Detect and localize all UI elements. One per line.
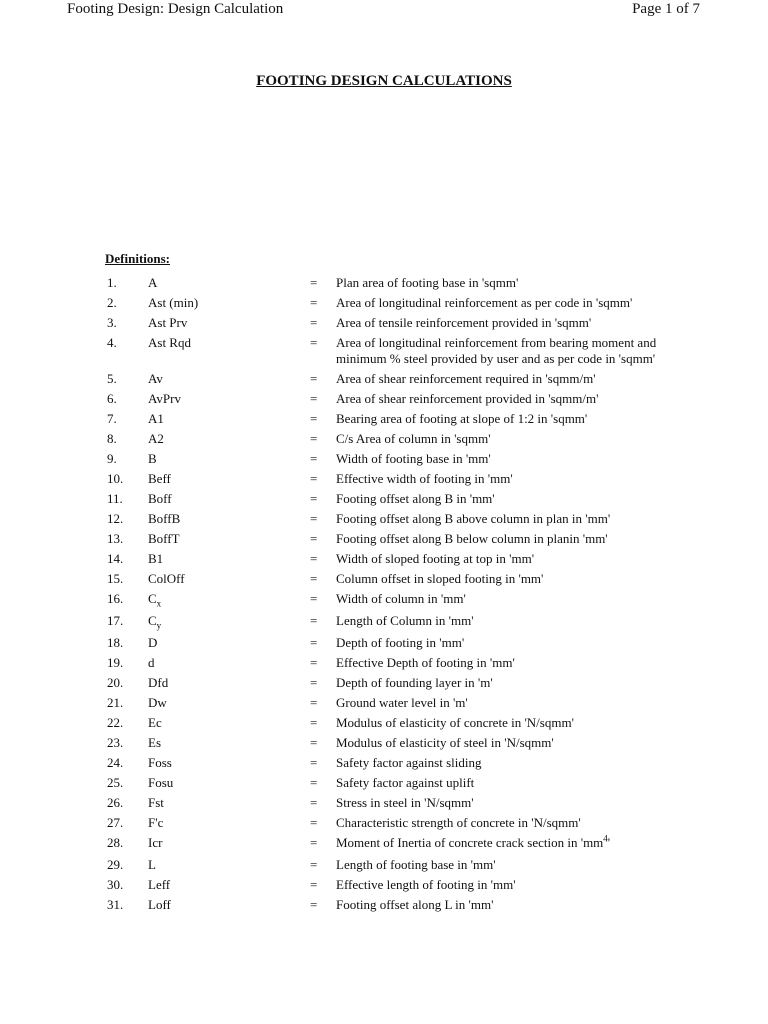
- symbol-text: L: [148, 857, 156, 872]
- description-text: Width of footing base in 'mm': [336, 451, 491, 466]
- definition-description: [336, 571, 676, 587]
- definition-row: [0, 613, 768, 635]
- definition-symbol: [148, 491, 172, 507]
- symbol-text: F'c: [148, 815, 164, 830]
- definition-symbol: [148, 613, 161, 629]
- equals-sign: =: [310, 315, 318, 330]
- description-text: Area of longitudinal reinforcement from bearing moment and minimum % steel provided by user and as per code in 'sqmm': [336, 335, 657, 366]
- definition-symbol: [148, 735, 161, 751]
- definition-row: [0, 655, 768, 675]
- symbol-text: Boff: [148, 491, 172, 506]
- definition-row: [0, 391, 768, 411]
- definition-row: [0, 795, 768, 815]
- equals-sign: =: [310, 815, 318, 830]
- definition-symbol: [148, 675, 168, 691]
- definition-row: [0, 551, 768, 571]
- definition-number: 18.: [107, 635, 124, 650]
- definition-description: [336, 335, 676, 367]
- definition-number: 24.: [107, 755, 124, 770]
- equals-sign: =: [310, 591, 318, 606]
- definition-number: 6.: [107, 391, 117, 406]
- definition-symbol: [148, 591, 161, 607]
- equals-sign: =: [310, 451, 318, 466]
- definition-row: [0, 695, 768, 715]
- description-text: Effective length of footing in 'mm': [336, 877, 516, 892]
- definition-row: [0, 735, 768, 755]
- definition-row: [0, 571, 768, 591]
- definition-symbol: [148, 877, 170, 893]
- definition-symbol: [148, 531, 180, 547]
- equals-sign: =: [310, 431, 318, 446]
- description-text: Safety factor against uplift: [336, 775, 475, 790]
- description-text: Footing offset along L in 'mm': [336, 897, 494, 912]
- equals-sign: =: [310, 531, 318, 546]
- definition-description: [336, 391, 676, 407]
- equals-sign: =: [310, 471, 318, 486]
- symbol-text: Es: [148, 735, 161, 750]
- equals-sign: =: [310, 835, 318, 850]
- definition-symbol: [148, 775, 173, 791]
- definition-description: [336, 755, 676, 771]
- definition-symbol: [148, 715, 162, 731]
- definition-row: [0, 755, 768, 775]
- definition-row: [0, 775, 768, 795]
- definition-symbol: [148, 371, 163, 387]
- description-text: Safety factor against sliding: [336, 755, 482, 770]
- symbol-text: ColOff: [148, 571, 185, 586]
- equals-sign: =: [310, 755, 318, 770]
- symbol-text: Leff: [148, 877, 171, 892]
- definition-row: [0, 295, 768, 315]
- symbol-text: Ast (min): [148, 295, 199, 310]
- definition-row: [0, 471, 768, 491]
- definition-symbol: [148, 511, 180, 527]
- description-text: Ground water level in 'm': [336, 695, 468, 710]
- definition-symbol: [148, 655, 155, 671]
- equals-sign: =: [310, 695, 318, 710]
- description-text: C/s Area of column in 'sqmm': [336, 431, 491, 446]
- equals-sign: =: [310, 715, 318, 730]
- definition-number: 22.: [107, 715, 124, 730]
- definition-row: [0, 431, 768, 451]
- definition-symbol: [148, 571, 185, 587]
- description-text: Depth of founding layer in 'm': [336, 675, 493, 690]
- definition-description: [336, 897, 676, 913]
- description-text: Characteristic strength of concrete in 'N/sqmm': [336, 815, 581, 830]
- definition-symbol: [148, 471, 171, 487]
- symbol-text: D: [148, 635, 158, 650]
- symbol-text: B: [148, 451, 157, 466]
- equals-sign: =: [310, 275, 318, 290]
- definition-number: 30.: [107, 877, 124, 892]
- symbol-text: Dfd: [148, 675, 169, 690]
- definition-number: 2.: [107, 295, 117, 310]
- description-text: Length of footing base in 'mm': [336, 857, 496, 872]
- definition-row: [0, 857, 768, 877]
- definition-symbol: [148, 335, 191, 351]
- definition-symbol: [148, 755, 172, 771]
- definition-symbol: [148, 695, 167, 711]
- definition-number: 16.: [107, 591, 124, 606]
- definition-symbol: [148, 315, 187, 331]
- definition-number: 27.: [107, 815, 124, 830]
- symbol-text: BoffB: [148, 511, 181, 526]
- symbol-text: A: [148, 275, 158, 290]
- definition-number: 21.: [107, 695, 124, 710]
- definition-description: [336, 315, 676, 331]
- equals-sign: =: [310, 491, 318, 506]
- definition-description: [336, 471, 676, 487]
- definition-number: 3.: [107, 315, 117, 330]
- description-text: Width of column in 'mm': [336, 591, 466, 606]
- symbol-text: A1: [148, 411, 164, 426]
- description-text: Moment of Inertia of concrete crack section in 'mm: [336, 835, 604, 850]
- definition-description: [336, 815, 676, 831]
- definition-symbol: [148, 815, 163, 831]
- definition-row: [0, 531, 768, 551]
- definition-number: 4.: [107, 335, 117, 350]
- symbol-text: Dw: [148, 695, 167, 710]
- description-text: Area of shear reinforcement required in 'sqmm/m': [336, 371, 596, 386]
- description-text: Area of shear reinforcement provided in 'sqmm/m': [336, 391, 599, 406]
- definition-description: [336, 275, 676, 291]
- definition-description: [336, 613, 676, 629]
- definition-number: 14.: [107, 551, 124, 566]
- definition-row: [0, 511, 768, 531]
- definition-number: 12.: [107, 511, 124, 526]
- definition-number: 13.: [107, 531, 124, 546]
- symbol-text: Fosu: [148, 775, 174, 790]
- definition-symbol: [148, 431, 164, 447]
- document-title: FOOTING DESIGN CALCULATIONS: [256, 73, 512, 89]
- definition-description: [336, 775, 676, 791]
- description-text: Depth of footing in 'mm': [336, 635, 465, 650]
- definition-row: [0, 715, 768, 735]
- description-text: Footing offset along B in 'mm': [336, 491, 495, 506]
- definition-number: 9.: [107, 451, 117, 466]
- equals-sign: =: [310, 335, 318, 350]
- page-number: Page 1 of 7: [632, 1, 700, 17]
- symbol-text: C: [148, 613, 157, 628]
- definition-row: [0, 675, 768, 695]
- symbol-text: Ec: [148, 715, 162, 730]
- definition-symbol: [148, 857, 156, 873]
- definition-description: [336, 655, 676, 671]
- equals-sign: =: [310, 897, 318, 912]
- equals-sign: =: [310, 511, 318, 526]
- definition-row: [0, 371, 768, 391]
- definition-row: [0, 335, 768, 371]
- symbol-text: B1: [148, 551, 164, 566]
- definition-symbol: [148, 295, 198, 311]
- equals-sign: =: [310, 411, 318, 426]
- definition-row: [0, 411, 768, 431]
- definition-description: [336, 531, 676, 547]
- definition-row: [0, 451, 768, 471]
- definition-symbol: [148, 391, 181, 407]
- symbol-text: Ast Prv: [148, 315, 188, 330]
- symbol-text: Beff: [148, 471, 171, 486]
- definition-row: [0, 591, 768, 613]
- header-left-text: Footing Design: Design Calculation: [67, 1, 284, 17]
- definition-description: [336, 795, 676, 811]
- definition-description: [336, 715, 676, 731]
- description-text: Modulus of elasticity of concrete in 'N/sqmm': [336, 715, 574, 730]
- definition-row: [0, 835, 768, 857]
- description-text: Effective Depth of footing in 'mm': [336, 655, 515, 670]
- definition-number: 11.: [107, 491, 123, 506]
- equals-sign: =: [310, 795, 318, 810]
- definition-number: 20.: [107, 675, 124, 690]
- equals-sign: =: [310, 571, 318, 586]
- equals-sign: =: [310, 295, 318, 310]
- definition-description: [336, 877, 676, 893]
- equals-sign: =: [310, 551, 318, 566]
- symbol-subscript: y: [156, 620, 162, 631]
- description-tail: ': [607, 835, 611, 850]
- equals-sign: =: [310, 735, 318, 750]
- definition-description: [336, 295, 676, 311]
- definitions-list: [0, 275, 768, 917]
- definition-row: [0, 275, 768, 295]
- description-text: Effective width of footing in 'mm': [336, 471, 513, 486]
- equals-sign: =: [310, 675, 318, 690]
- definition-number: 17.: [107, 613, 124, 628]
- definition-row: [0, 315, 768, 335]
- definition-description: [336, 511, 676, 527]
- description-text: Length of Column in 'mm': [336, 613, 474, 628]
- description-text: Area of tensile reinforcement provided in 'sqmm': [336, 315, 592, 330]
- symbol-text: BoffT: [148, 531, 180, 546]
- symbol-text: Ast Rqd: [148, 335, 191, 350]
- definition-description: [336, 635, 676, 651]
- definition-description: [336, 491, 676, 507]
- equals-sign: =: [310, 857, 318, 872]
- definition-row: [0, 877, 768, 897]
- definition-symbol: [148, 275, 157, 291]
- definition-description: [336, 735, 676, 751]
- definition-symbol: [148, 451, 157, 467]
- definition-description: [336, 835, 676, 851]
- definition-description: [336, 675, 676, 691]
- equals-sign: =: [310, 391, 318, 406]
- symbol-text: A2: [148, 431, 164, 446]
- symbol-text: Foss: [148, 755, 172, 770]
- description-superscript: 4: [603, 833, 608, 844]
- definition-description: [336, 371, 676, 387]
- definition-description: [336, 695, 676, 711]
- definition-row: [0, 815, 768, 835]
- description-text: Plan area of footing base in 'sqmm': [336, 275, 519, 290]
- definition-description: [336, 591, 676, 607]
- definition-row: [0, 897, 768, 917]
- equals-sign: =: [310, 371, 318, 386]
- description-text: Stress in steel in 'N/sqmm': [336, 795, 474, 810]
- equals-sign: =: [310, 635, 318, 650]
- definition-number: 1.: [107, 275, 117, 290]
- symbol-text: Fst: [148, 795, 164, 810]
- definition-description: [336, 411, 676, 427]
- description-text: Width of sloped footing at top in 'mm': [336, 551, 535, 566]
- equals-sign: =: [310, 655, 318, 670]
- definition-number: 28.: [107, 835, 124, 850]
- symbol-text: Av: [148, 371, 163, 386]
- definition-number: 10.: [107, 471, 124, 486]
- definition-description: [336, 451, 676, 467]
- definition-number: 7.: [107, 411, 117, 426]
- definition-symbol: [148, 411, 164, 427]
- definition-description: [336, 551, 676, 567]
- definition-number: 26.: [107, 795, 124, 810]
- definition-symbol: [148, 795, 164, 811]
- definition-number: 31.: [107, 897, 124, 912]
- definition-symbol: [148, 635, 157, 651]
- symbol-text: d: [148, 655, 155, 670]
- definition-number: 5.: [107, 371, 117, 386]
- description-text: Column offset in sloped footing in 'mm': [336, 571, 544, 586]
- description-text: Footing offset along B below column in planin 'mm': [336, 531, 608, 546]
- definition-symbol: [148, 897, 171, 913]
- definition-description: [336, 857, 676, 873]
- description-text: Bearing area of footing at slope of 1:2 in 'sqmm': [336, 411, 588, 426]
- description-text: Footing offset along B above column in plan in 'mm': [336, 511, 611, 526]
- definition-symbol: [148, 551, 163, 567]
- definition-number: 29.: [107, 857, 124, 872]
- definition-number: 8.: [107, 431, 117, 446]
- description-text: Area of longitudinal reinforcement as per code in 'sqmm': [336, 295, 633, 310]
- definition-number: 15.: [107, 571, 124, 586]
- description-text: Modulus of elasticity of steel in 'N/sqmm': [336, 735, 554, 750]
- symbol-text: Loff: [148, 897, 171, 912]
- equals-sign: =: [310, 877, 318, 892]
- definition-number: 23.: [107, 735, 124, 750]
- definition-number: 19.: [107, 655, 124, 670]
- definition-symbol: [148, 835, 162, 851]
- symbol-subscript: x: [156, 598, 162, 609]
- symbol-text: AvPrv: [148, 391, 181, 406]
- symbol-text: Icr: [148, 835, 163, 850]
- equals-sign: =: [310, 613, 318, 628]
- definitions-heading: Definitions:: [105, 251, 170, 266]
- symbol-text: C: [148, 591, 157, 606]
- definition-row: [0, 635, 768, 655]
- definition-row: [0, 491, 768, 511]
- definition-description: [336, 431, 676, 447]
- definition-number: 25.: [107, 775, 124, 790]
- equals-sign: =: [310, 775, 318, 790]
